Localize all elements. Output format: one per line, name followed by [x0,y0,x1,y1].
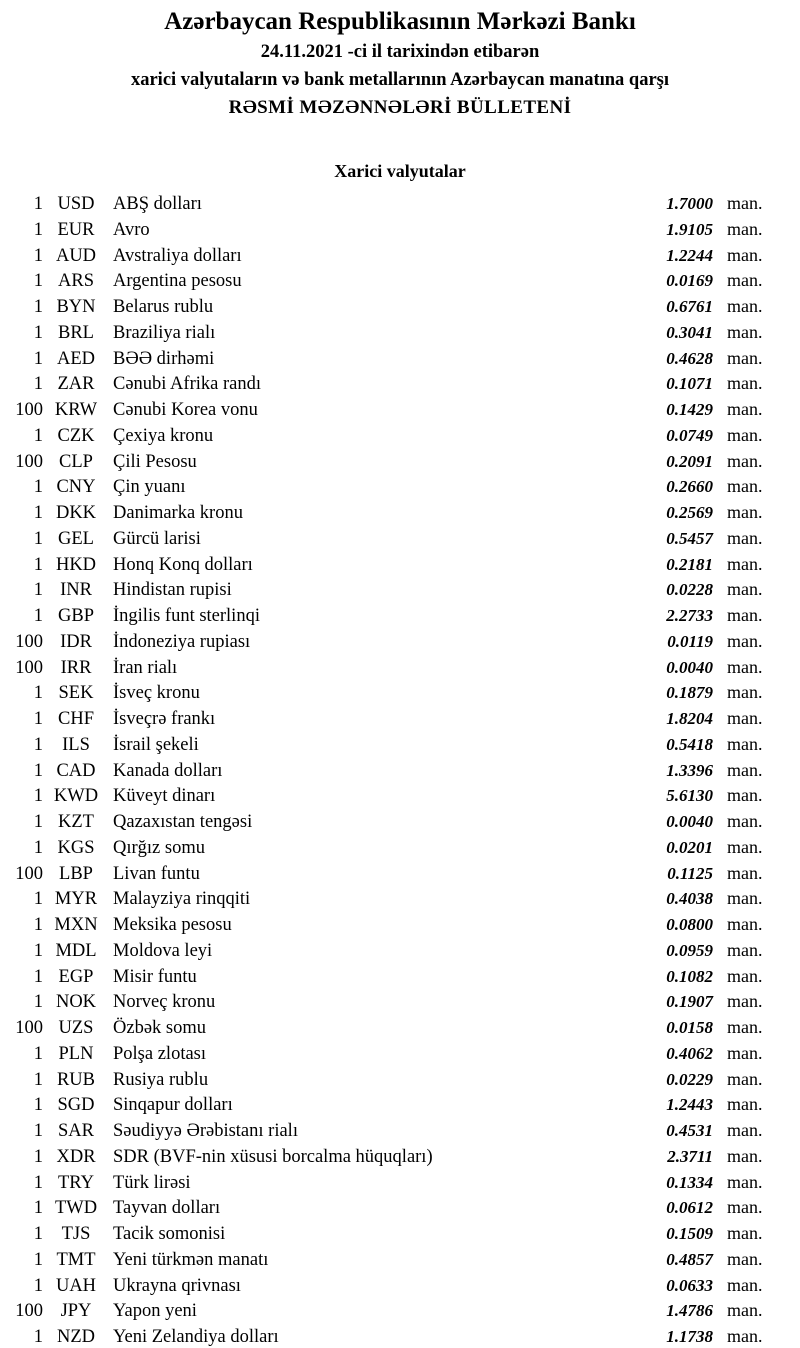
row-quantity: 1 [33,1224,43,1244]
row-quantity: 1 [33,812,43,832]
row-unit-label: man. [727,605,763,625]
table-row [0,783,800,809]
row-rate-value: 0.0229 [666,1069,713,1089]
table-row [0,449,800,475]
row-currency-code: ZAR [57,374,95,395]
row-currency-code: TRY [58,1172,94,1193]
row-quantity: 1 [33,966,43,987]
table-row [0,1170,800,1196]
row-rate-value: 0.4628 [666,348,713,368]
row-unit-label: man. [727,630,763,651]
row-quantity: 1 [33,992,43,1013]
row-currency-code: GEL [58,528,94,549]
row-currency-name: Türk lirəsi [113,1172,191,1193]
table-row [0,1324,800,1348]
row-unit-label: man. [727,836,763,857]
row-currency-code: TWD [54,1198,98,1219]
row-quantity: 1 [33,425,43,446]
row-quantity: 1 [33,709,43,729]
table-row [0,268,800,294]
row-currency-name: Cənubi Korea vonu [113,400,258,420]
table-row [0,474,800,500]
row-currency-name: İngilis funt sterlinqi [113,606,260,626]
row-quantity: 1 [33,1069,43,1090]
row-currency-name: Avstraliya dolları [113,245,242,266]
row-currency-code: CLP [59,451,93,472]
table-row [0,397,800,423]
row-unit-label: man. [727,296,763,316]
row-rate-value: 1.4786 [666,1301,713,1321]
table-row [0,1067,800,1093]
row-currency-name: Rusiya rublu [113,1069,209,1090]
row-unit-label: man. [727,476,763,497]
row-quantity: 1 [33,683,43,704]
row-unit-label: man. [727,991,763,1012]
row-unit-label: man. [727,553,763,574]
table-row [0,500,800,526]
row-rate-value: 1.7000 [666,194,713,213]
row-currency-name: Çexiya kronu [113,425,214,446]
row-currency-code: INR [60,580,92,601]
table-row [0,1144,800,1170]
row-currency-name: Cənubi Afrika randı [113,374,261,395]
table-row [0,1221,800,1247]
table-row [0,191,800,217]
row-currency-code: XDR [56,1146,96,1167]
row-rate-value: 2.3711 [667,1146,713,1166]
row-rate-value: 0.4531 [666,1121,713,1140]
row-currency-code: KZT [58,812,94,832]
row-currency-name: Livan funtu [113,863,200,884]
table-row [0,526,800,552]
row-quantity: 1 [33,1275,43,1296]
row-rate-value: 0.1071 [666,374,713,394]
row-unit-label: man. [727,1223,763,1243]
row-currency-name: İsrail şekeli [113,734,199,755]
row-quantity: 1 [33,297,43,317]
row-currency-code: SGD [57,1095,95,1116]
row-unit-label: man. [727,502,763,522]
row-unit-label: man. [727,244,763,265]
row-rate-value: 0.0158 [666,1018,713,1037]
row-quantity: 1 [33,374,43,395]
row-currency-name: Meksika pesosu [113,915,232,935]
table-row [0,1041,800,1067]
row-unit-label: man. [727,682,763,703]
row-currency-name: SDR (BVF-nin xüsusi borcalma hüquqları) [113,1146,433,1167]
table-row [0,1118,800,1144]
row-quantity: 1 [33,889,43,910]
row-rate-value: 0.1509 [666,1224,713,1243]
row-currency-name: Özbək somu [113,1018,206,1038]
row-unit-label: man. [727,1274,763,1295]
row-quantity: 1 [33,194,43,214]
row-currency-name: Danimarka kronu [113,503,243,523]
table-row [0,758,800,784]
table-row [0,629,800,655]
row-quantity: 1 [33,503,43,523]
row-unit-label: man. [727,218,763,239]
row-unit-label: man. [727,1300,763,1321]
row-quantity: 100 [15,657,43,678]
subject-line: xarici valyutaların və bank metallarının Azərbaycan manatına qarşı [130,70,670,90]
table-row [0,294,800,320]
table-row [0,655,800,681]
table-row [0,603,800,629]
row-quantity: 100 [15,1018,43,1038]
row-rate-value: 0.2569 [666,503,713,522]
table-row [0,217,800,243]
row-unit-label: man. [727,656,763,677]
row-unit-label: man. [727,347,763,368]
row-currency-name: Misir funtu [113,966,197,987]
table-row [0,1247,800,1273]
row-currency-name: Qırğız somu [113,837,205,858]
row-currency-name: İran rialı [113,657,178,678]
row-quantity: 1 [33,348,43,369]
effective-date-line: 24.11.2021 -ci il tarixindən etibarən [260,42,540,62]
row-quantity: 1 [33,1043,43,1064]
row-unit-label: man. [727,888,763,909]
row-unit-label: man. [727,1171,763,1192]
row-rate-value: 0.4062 [666,1043,713,1063]
row-rate-value: 0.0612 [666,1198,713,1218]
row-currency-code: SEK [58,683,94,704]
row-currency-code: TJS [61,1224,91,1244]
row-currency-code: KWD [53,786,99,807]
table-row [0,1298,800,1324]
row-rate-value: 0.1907 [666,992,713,1012]
row-rate-value: 0.4038 [666,889,713,909]
table-row [0,552,800,578]
row-rate-value: 1.8204 [666,709,713,728]
row-quantity: 100 [15,631,43,652]
row-rate-value: 1.2443 [666,1095,713,1115]
row-currency-code: TMT [56,1249,96,1270]
table-row [0,886,800,912]
row-currency-code: IDR [60,631,92,652]
row-currency-code: MDL [55,940,97,961]
row-rate-value: 0.0119 [667,631,713,651]
row-currency-name: Hindistan rupisi [113,580,232,601]
row-unit-label: man. [727,708,763,728]
row-currency-name: Yeni türkmən manatı [113,1249,269,1270]
row-currency-code: GBP [58,606,94,626]
row-rate-value: 0.1879 [666,683,713,703]
row-quantity: 1 [33,786,43,807]
table-row [0,964,800,990]
row-currency-name: Səudiyyə Ərəbistanı rialı [113,1121,298,1141]
row-currency-code: IRR [60,657,92,678]
row-rate-value: 0.1125 [667,863,713,883]
row-currency-name: Moldova leyi [113,940,213,961]
row-rate-value: 0.0800 [666,915,713,934]
row-rate-value: 0.0749 [666,425,713,445]
row-quantity: 1 [33,1146,43,1167]
row-unit-label: man. [727,1120,763,1140]
row-currency-name: Çin yuanı [113,477,186,498]
row-rate-value: 0.5418 [666,734,713,754]
table-row [0,423,800,449]
row-currency-name: Sinqapur dolları [113,1095,233,1116]
row-quantity: 1 [33,1198,43,1219]
row-rate-value: 5.6130 [666,786,713,806]
row-rate-value: 0.1082 [666,966,713,986]
row-unit-label: man. [727,1042,763,1063]
row-currency-code: HKD [55,554,97,575]
table-row [0,243,800,269]
row-currency-code: USD [57,194,95,214]
row-currency-code: CZK [57,425,95,446]
row-currency-code: UZS [58,1018,94,1038]
row-quantity: 1 [33,1095,43,1116]
row-rate-value: 0.0633 [666,1275,713,1295]
row-currency-name: Yapon yeni [113,1301,197,1322]
row-rate-value: 0.2181 [666,554,713,574]
row-unit-label: man. [727,785,763,806]
row-currency-code: CHF [58,709,94,729]
row-unit-label: man. [727,733,763,754]
row-unit-label: man. [727,1017,763,1037]
row-currency-name: Belarus rublu [113,297,214,317]
bank-name-title: Azərbaycan Respublikasının Mərkəzi Bankı [164,8,636,35]
row-rate-value: 0.0228 [666,580,713,600]
row-quantity: 1 [33,940,43,961]
row-unit-label: man. [727,1094,763,1115]
row-quantity: 100 [15,400,43,420]
row-currency-code: NOK [55,992,97,1013]
row-unit-label: man. [727,914,763,934]
row-quantity: 1 [33,219,43,240]
row-currency-name: İsveç kronu [113,683,200,704]
row-rate-value: 1.9105 [666,219,713,239]
row-currency-name: Yeni Zelandiya dolları [113,1327,279,1347]
row-currency-name: Avro [113,219,150,240]
row-currency-name: Polşa zlotası [113,1043,207,1064]
row-currency-code: JPY [60,1301,92,1322]
row-quantity: 1 [33,322,43,343]
row-rate-value: 0.0169 [666,271,713,291]
row-unit-label: man. [727,373,763,394]
row-currency-code: RUB [56,1069,96,1090]
row-currency-name: Ukrayna qrivnası [113,1275,241,1296]
row-currency-code: SAR [58,1121,94,1141]
row-unit-label: man. [727,1068,763,1089]
row-unit-label: man. [727,1248,763,1269]
row-currency-code: UAH [55,1275,97,1296]
table-row [0,1273,800,1299]
row-currency-code: PLN [58,1043,94,1064]
row-currency-code: EGP [58,966,94,987]
row-currency-name: Norveç kronu [113,992,216,1013]
table-row [0,1092,800,1118]
table-row [0,320,800,346]
row-rate-value: 1.1738 [666,1327,713,1346]
table-row [0,371,800,397]
row-currency-name: İsveçrə frankı [113,709,216,729]
row-quantity: 1 [33,580,43,601]
row-currency-name: Kanada dolları [113,760,223,781]
row-quantity: 1 [33,837,43,858]
row-unit-label: man. [727,270,763,291]
row-quantity: 1 [33,1172,43,1193]
row-currency-code: AED [56,348,96,369]
row-currency-name: Honq Konq dolları [113,554,253,575]
row-rate-value: 0.1429 [666,400,713,419]
row-quantity: 1 [33,245,43,266]
row-rate-value: 2.2733 [666,606,713,625]
row-quantity: 1 [33,477,43,498]
row-currency-name: İndoneziya rupiası [113,631,251,652]
row-rate-value: 0.5457 [666,528,713,548]
table-row [0,732,800,758]
row-currency-code: DKK [55,503,97,523]
row-currency-name: Argentina pesosu [113,271,242,292]
row-currency-code: MYR [54,889,98,910]
row-currency-name: ABŞ dolları [113,194,202,214]
row-unit-label: man. [727,759,763,780]
row-rate-value: 0.6761 [666,297,713,316]
row-rate-value: 0.4857 [666,1249,713,1269]
row-quantity: 100 [15,1301,43,1322]
row-currency-name: Çili Pesosu [113,451,197,472]
row-unit-label: man. [727,811,763,831]
row-rate-value: 0.3041 [666,322,713,342]
row-quantity: 100 [15,863,43,884]
row-quantity: 1 [33,606,43,626]
row-unit-label: man. [727,939,763,960]
table-row [0,706,800,732]
row-currency-name: Tayvan dolları [113,1198,221,1219]
row-currency-code: BRL [58,322,94,343]
row-rate-value: 0.0040 [666,657,713,677]
row-currency-code: LBP [59,863,93,884]
row-currency-code: BYN [56,297,96,317]
row-rate-value: 0.0959 [666,940,713,960]
row-currency-name: Malayziya rinqqiti [113,889,251,910]
row-currency-code: ILS [62,734,90,755]
row-currency-code: NZD [56,1327,96,1347]
row-currency-code: KGS [57,837,95,858]
row-rate-value: 0.1334 [666,1172,713,1192]
row-quantity: 1 [33,734,43,755]
table-row [0,577,800,603]
currency-rates-table [0,191,800,1348]
table-row [0,809,800,835]
row-currency-code: AUD [55,245,97,266]
row-unit-label: man. [727,527,763,548]
table-row [0,346,800,372]
bulletin-header [0,0,800,122]
row-rate-value: 1.3396 [666,760,713,780]
row-rate-value: 0.2660 [666,477,713,497]
row-quantity: 1 [33,554,43,575]
row-currency-code: MXN [54,915,98,935]
row-rate-value: 1.2244 [666,245,713,265]
row-quantity: 1 [33,271,43,292]
row-unit-label: man. [727,424,763,445]
row-quantity: 1 [33,1327,43,1347]
row-rate-value: 0.2091 [666,451,713,471]
row-currency-code: ARS [58,271,94,292]
row-quantity: 1 [33,760,43,781]
row-currency-code: CNY [56,477,96,498]
table-row [0,989,800,1015]
table-row [0,912,800,938]
row-rate-value: 0.0201 [666,837,713,857]
table-row [0,1195,800,1221]
row-quantity: 1 [33,1249,43,1270]
row-currency-name: Qazaxıstan tengəsi [113,812,253,832]
row-unit-label: man. [727,1145,763,1166]
row-currency-code: CAD [56,760,96,781]
row-unit-label: man. [727,862,763,883]
row-currency-name: BƏƏ dirhəmi [113,348,215,369]
row-currency-name: Braziliya rialı [113,322,216,343]
row-quantity: 1 [33,1121,43,1141]
row-unit-label: man. [727,399,763,419]
table-row [0,938,800,964]
bulletin-title: RƏSMİ MƏZƏNNƏLƏRİ BÜLLETENİ [228,97,572,118]
table-row [0,680,800,706]
row-unit-label: man. [727,579,763,600]
section-title-foreign-currencies: Xarici valyutalar [334,161,466,181]
row-unit-label: man. [727,321,763,342]
row-unit-label: man. [727,450,763,471]
row-unit-label: man. [727,1197,763,1218]
row-unit-label: man. [727,193,763,213]
table-row [0,835,800,861]
row-unit-label: man. [727,965,763,986]
row-quantity: 100 [15,451,43,472]
row-quantity: 1 [33,915,43,935]
table-row [0,861,800,887]
row-currency-name: Tacik somonisi [113,1224,226,1244]
row-rate-value: 0.0040 [666,812,713,831]
row-currency-name: Gürcü larisi [113,528,201,549]
row-quantity: 1 [33,528,43,549]
row-currency-code: KRW [54,400,98,420]
row-unit-label: man. [727,1326,763,1346]
table-row [0,1015,800,1041]
row-currency-code: EUR [57,219,95,240]
row-currency-name: Küveyt dinarı [113,786,216,807]
